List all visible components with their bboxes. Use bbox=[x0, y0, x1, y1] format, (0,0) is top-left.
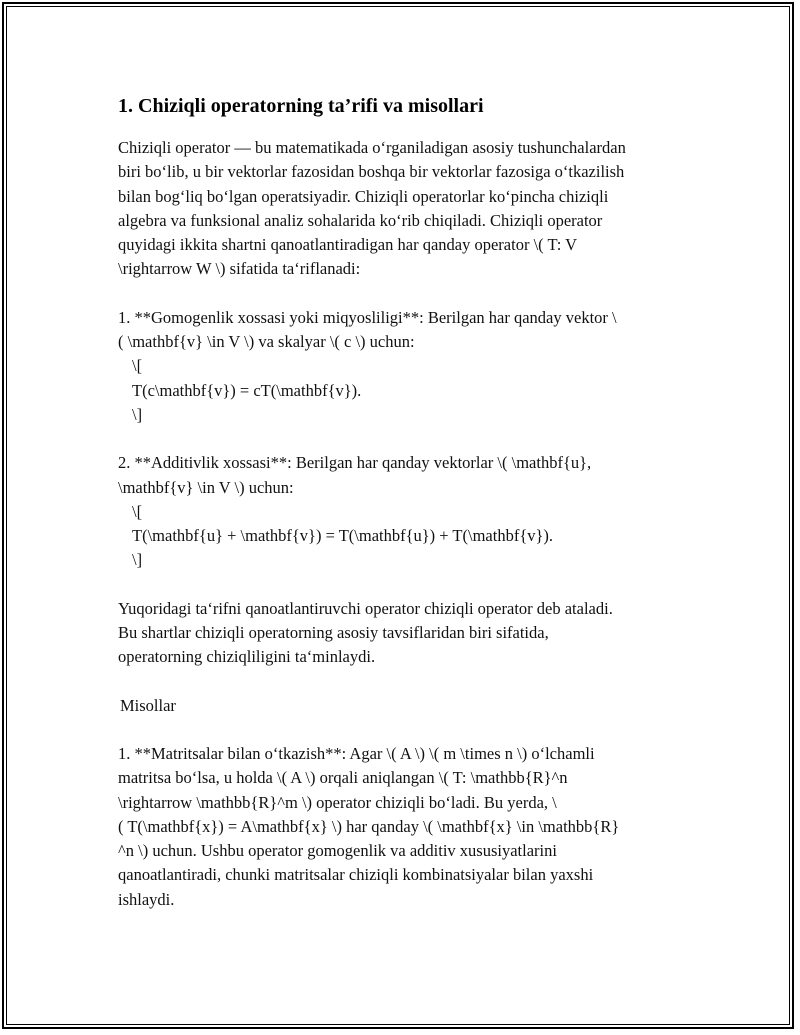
intro-line: algebra va funksional analiz sohalarida ko‘rib chiqiladi. Chiziqli operator bbox=[118, 210, 603, 230]
example-line: matritsa bo‘lsa, u holda \( A \) orqali aniqlangan \( T: \mathbb{R}^n bbox=[118, 768, 568, 788]
intro-line: Chiziqli operator — bu matematikada o‘rganiladigan asosiy tushunchalardan bbox=[118, 138, 626, 157]
example-line: qanoatlantiradi, chunki matritsalar chiziqli kombinatsiyalar bilan yaxshi bbox=[118, 865, 594, 885]
math-open: \[ bbox=[132, 501, 143, 521]
document-title: 1. Chiziqli operatorning ta’rifi va misollari bbox=[118, 95, 484, 117]
intro-line: \rightarrow W \) sifatida ta‘riflanadi: bbox=[118, 259, 361, 279]
summary-line: operatorning chiziqliligini ta‘minlaydi. bbox=[118, 647, 376, 667]
intro-line: biri bo‘lib, u bir vektorlar fazosidan boshqa bir vektorlar fazosiga o‘tkazilish bbox=[118, 162, 625, 182]
intro-line: quyidagi ikkita shartni qanoatlantiradigan har qanday operator \( T: V bbox=[118, 235, 578, 255]
examples-heading: Misollar bbox=[120, 695, 176, 715]
example-line: ^n \) uchun. Ushbu operator gomogenlik va additiv xususiyatlarini bbox=[118, 841, 557, 861]
example-matrix bbox=[118, 742, 688, 912]
example-line: ishlaydi. bbox=[118, 889, 175, 909]
condition-line: ( \mathbf{v} \in V \) va skalyar \( c \) uchun: bbox=[118, 332, 415, 352]
math-formula: T(c\mathbf{v}) = cT(\mathbf{v}). bbox=[132, 380, 362, 400]
intro-paragraph bbox=[118, 136, 688, 282]
summary-paragraph bbox=[118, 597, 688, 670]
math-close: \] bbox=[132, 550, 143, 570]
example-line: 1. **Matritsalar bilan o‘tkazish**: Agar \( A \) \( m \times n \) o‘lchamli bbox=[118, 743, 595, 763]
intro-line: bilan bog‘liq bo‘lgan operatsiyadir. Chiziqli operatorlar ko‘pincha chiziqli bbox=[118, 186, 609, 206]
condition-line: \mathbf{v} \in V \) uchun: bbox=[118, 477, 294, 497]
document-body bbox=[118, 92, 688, 936]
math-formula: T(\mathbf{u} + \mathbf{v}) = T(\mathbf{u}) + T(\mathbf{v}). bbox=[132, 526, 554, 546]
condition-line: 1. **Gomogenlik xossasi yoki miqyosliligi**: Berilgan har qanday vektor \ bbox=[118, 307, 617, 327]
summary-line: Yuqoridagi ta‘rifni qanoatlantiruvchi operator chiziqli operator deb ataladi. bbox=[118, 598, 613, 618]
example-line: ( T(\mathbf{x}) = A\mathbf{x} \) har qanday \( \mathbf{x} \in \mathbb{R} bbox=[118, 816, 620, 836]
summary-line: Bu shartlar chiziqli operatorning asosiy tavsiflaridan biri sifatida, bbox=[118, 623, 549, 643]
condition-additivity bbox=[118, 451, 688, 572]
math-open: \[ bbox=[132, 356, 143, 376]
condition-line: 2. **Additivlik xossasi**: Berilgan har qanday vektorlar \( \mathbf{u}, bbox=[118, 453, 592, 473]
example-line: \rightarrow \mathbb{R}^m \) operator chiziqli bo‘ladi. Bu yerda, \ bbox=[118, 792, 557, 812]
condition-homogeneity bbox=[118, 306, 688, 427]
math-close: \] bbox=[132, 404, 143, 424]
